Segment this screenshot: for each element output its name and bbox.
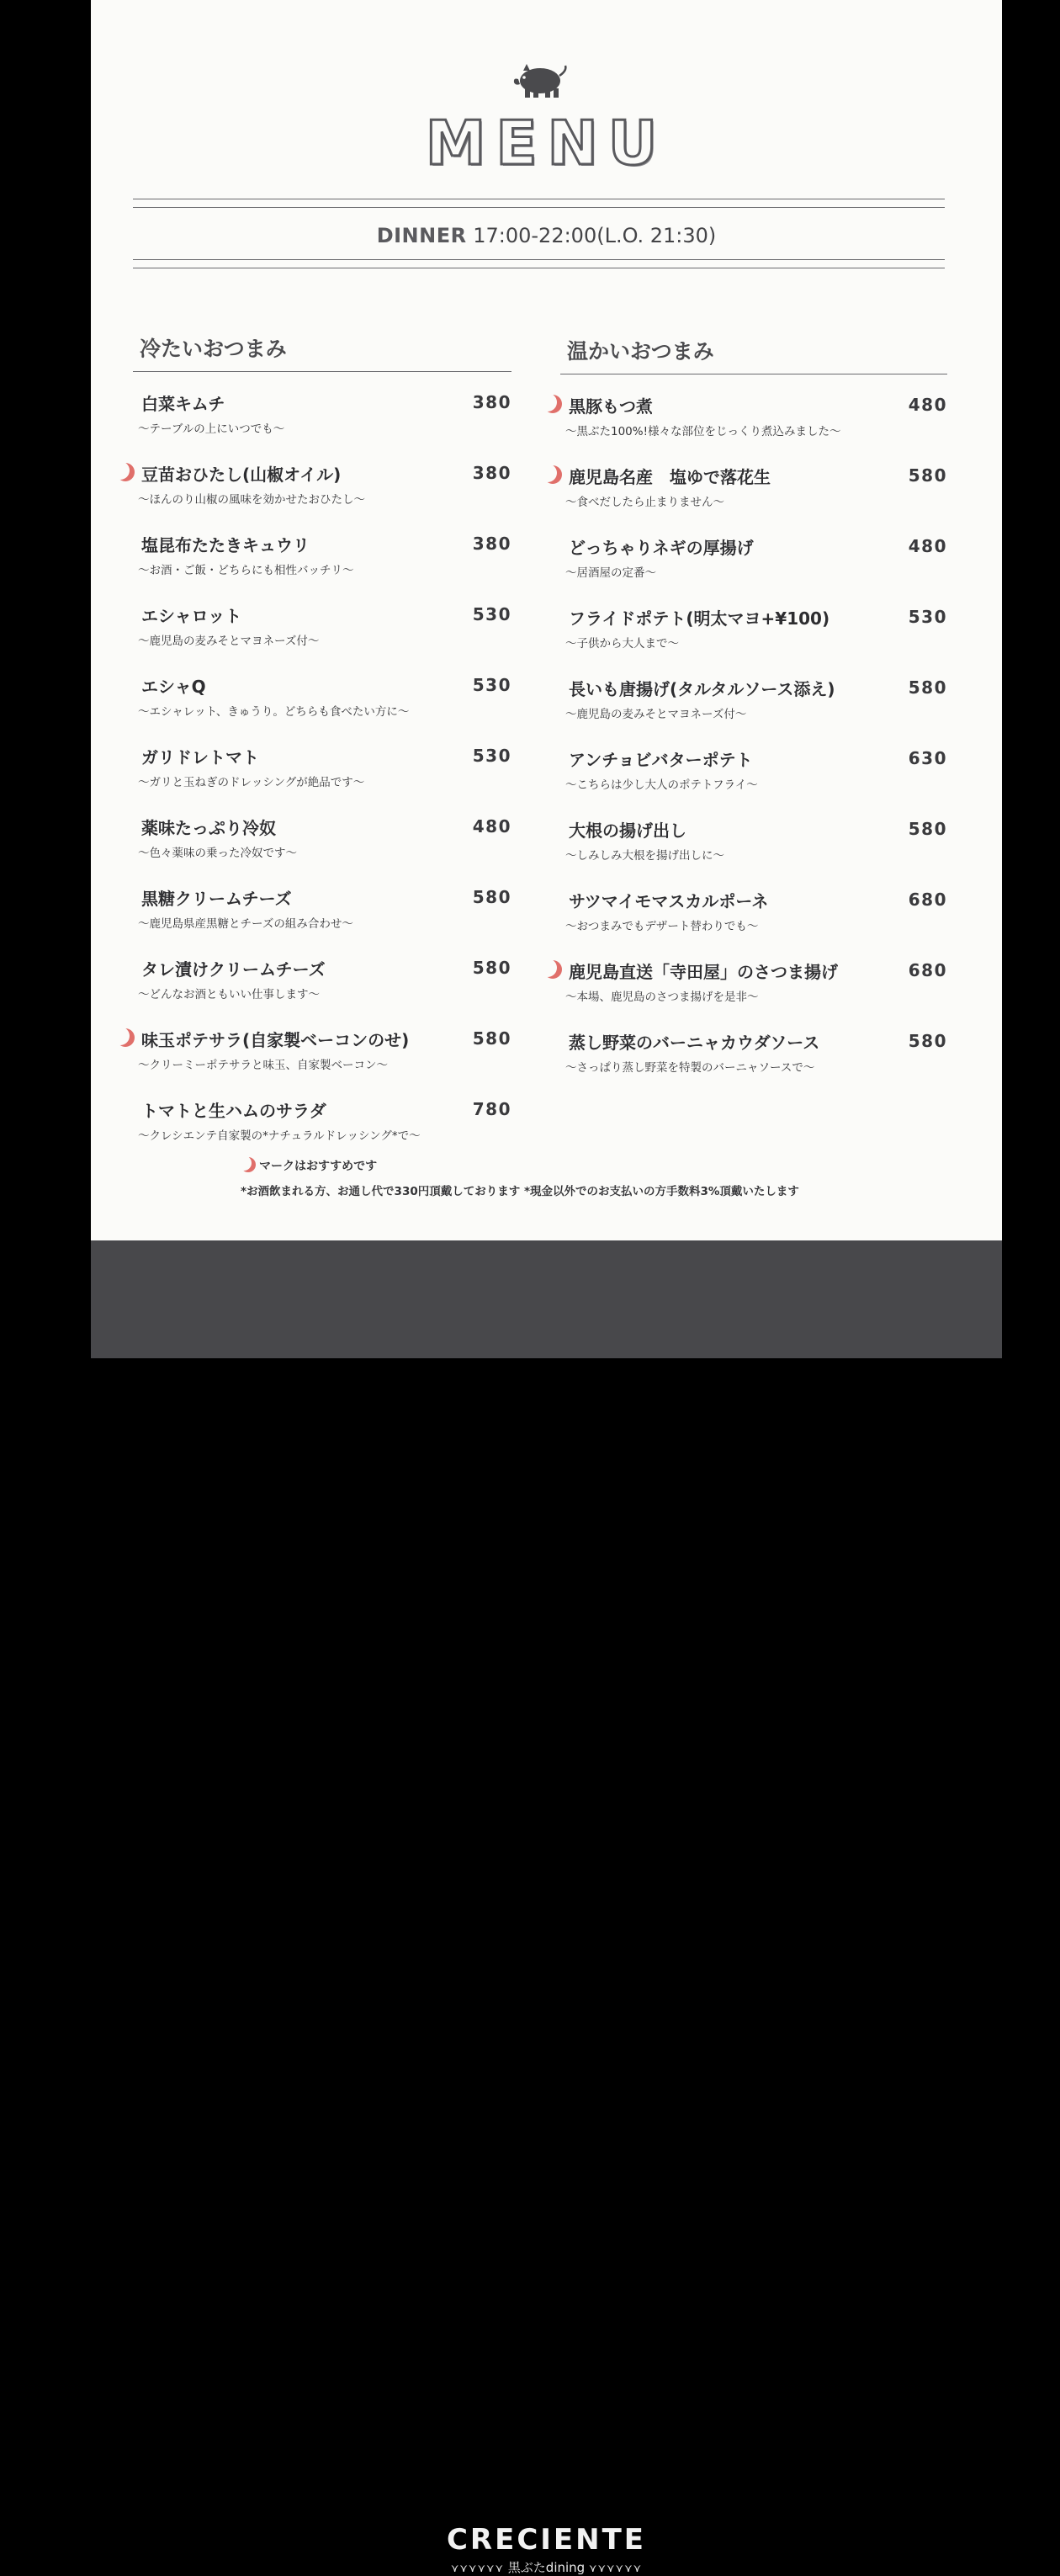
item-description: 〜黒ぶた100%!様々な部位をじっくり煮込みました〜 xyxy=(565,425,841,438)
crescent-moon-icon xyxy=(241,1157,256,1172)
menu-item xyxy=(133,885,511,956)
item-description: 〜本場、鹿児島のさつま揚げを是非〜 xyxy=(565,991,759,1004)
item-name: エシャロット xyxy=(141,606,242,626)
menu-item xyxy=(560,393,947,464)
item-name: ガリドレトマト xyxy=(141,747,259,767)
item-description: 〜テーブルの上にいつでも〜 xyxy=(138,422,285,436)
charge-note: *お酒飲まれる方、お通し代で330円頂戴しております *現金以外でのお支払いの方手数料3%頂戴いたします xyxy=(241,1185,799,1198)
item-description: 〜鹿児島の麦みそとマヨネーズ付〜 xyxy=(565,708,747,721)
item-price: 380 xyxy=(472,534,511,554)
section-heading: 温かいおつまみ xyxy=(560,335,947,374)
crescent-moon-icon xyxy=(543,395,562,413)
item-name: トマトと生ハムのサラダ xyxy=(141,1101,326,1121)
menu-item xyxy=(133,603,511,673)
section-heading: 冷たいおつまみ xyxy=(133,332,511,372)
menu-item xyxy=(560,605,947,676)
hours-line xyxy=(91,224,1002,247)
item-description: 〜こちらは少し大人のポテトフライ〜 xyxy=(565,778,758,792)
item-name: 味玉ポテサラ(自家製ベーコンのせ) xyxy=(141,1030,410,1050)
hours-label: DINNER xyxy=(376,224,467,247)
item-price: 480 xyxy=(908,395,947,415)
item-description: 〜おつまみでもデザート替わりでも〜 xyxy=(565,920,759,933)
item-description: 〜どんなお酒ともいい仕事します〜 xyxy=(138,988,320,1001)
brand-tagline: 黒ぶたdining xyxy=(507,2560,586,2575)
leaf-deco-right: ⋎⋎⋎⋎⋎⋎ xyxy=(588,2563,643,2575)
menu-item xyxy=(133,673,511,744)
item-price: 530 xyxy=(908,607,947,627)
menu-item xyxy=(560,817,947,888)
item-name: 蒸し野菜のバーニャカウダソース xyxy=(569,1033,820,1053)
item-description: 〜エシャレット、きゅうり。どちらも食べたい方に〜 xyxy=(138,705,410,719)
item-description: 〜子供から大人まで〜 xyxy=(565,637,679,651)
brand-subtitle xyxy=(91,2558,1002,2576)
item-price: 580 xyxy=(472,958,511,978)
item-name: 長いも唐揚げ(タルタルソース添え) xyxy=(569,679,835,699)
legend-text: マークはおすすめです xyxy=(259,1160,378,1173)
item-description: 〜さっぱり蒸し野菜を特製のバーニャソースで〜 xyxy=(565,1061,815,1075)
pig-icon xyxy=(511,61,572,101)
item-price: 580 xyxy=(472,887,511,907)
item-name: タレ漬けクリームチーズ xyxy=(141,959,326,980)
menu-item xyxy=(560,676,947,746)
page-title: MENU xyxy=(425,108,668,178)
item-price: 530 xyxy=(472,675,511,695)
item-description: 〜居酒屋の定番〜 xyxy=(565,566,656,580)
item-price: 630 xyxy=(908,748,947,768)
item-description: 〜クリーミーポテサラと味玉、自家製ベーコン〜 xyxy=(138,1059,388,1072)
item-price: 480 xyxy=(472,816,511,837)
item-name: 黒豚もつ煮 xyxy=(569,396,653,417)
crescent-moon-icon xyxy=(116,1028,135,1047)
item-list xyxy=(133,390,511,1168)
item-price: 680 xyxy=(908,890,947,910)
item-description: 〜鹿児島の麦みそとマヨネーズ付〜 xyxy=(138,635,320,648)
menu-item xyxy=(133,744,511,815)
item-description: 〜ほんのり山椒の風味を効かせたおひたし〜 xyxy=(138,493,365,507)
item-description: 〜色々薬味の乗った冷奴です〜 xyxy=(138,847,297,860)
item-price: 580 xyxy=(908,819,947,839)
menu-item xyxy=(133,1027,511,1097)
item-name: 塩昆布たたきキュウリ xyxy=(141,535,310,555)
item-name: 白菜キムチ xyxy=(141,394,225,414)
menu-item xyxy=(133,461,511,532)
item-name: 鹿児島名産 塩ゆで落花生 xyxy=(569,467,771,487)
menu-item xyxy=(560,464,947,534)
item-price: 580 xyxy=(472,1028,511,1049)
item-description: 〜クレシエンテ自家製の*ナチュラルドレッシング*で〜 xyxy=(138,1129,421,1143)
menu-item xyxy=(560,534,947,605)
item-name: 大根の揚げ出し xyxy=(569,821,686,841)
item-price: 580 xyxy=(908,465,947,486)
item-price: 780 xyxy=(472,1099,511,1119)
hot-appetizers-section xyxy=(560,335,947,1100)
hours-text: 17:00-22:00(L.O. 21:30) xyxy=(473,224,717,247)
item-price: 380 xyxy=(472,392,511,412)
item-price: 530 xyxy=(472,604,511,624)
crescent-moon-icon xyxy=(116,463,135,481)
item-name: 薬味たっぷり冷奴 xyxy=(141,818,276,838)
item-name: 鹿児島直送「寺田屋」のさつま揚げ xyxy=(569,962,838,982)
item-price: 580 xyxy=(908,677,947,698)
recommend-legend xyxy=(241,1157,377,1174)
crescent-moon-icon xyxy=(543,465,562,484)
cold-appetizers-section xyxy=(133,332,511,1168)
item-name: 黒糖クリームチーズ xyxy=(141,889,292,909)
item-name: エシャQ xyxy=(141,677,206,697)
menu-sheet xyxy=(91,0,1002,2575)
item-name: フライドポテト(明太マヨ+¥100) xyxy=(569,608,830,629)
divider xyxy=(133,259,945,260)
menu-item xyxy=(133,815,511,885)
menu-item xyxy=(560,1029,947,1100)
item-description: 〜食べだしたら止まりません〜 xyxy=(565,496,724,509)
menu-item xyxy=(560,888,947,959)
item-price: 530 xyxy=(472,746,511,766)
item-description: 〜しみしみ大根を揚げ出しに〜 xyxy=(565,849,724,863)
menu-item xyxy=(560,746,947,817)
crescent-moon-icon xyxy=(543,960,562,979)
divider xyxy=(133,207,945,208)
item-name: 豆苗おひたし(山椒オイル) xyxy=(141,465,342,485)
item-description: 〜お酒・ご飯・どちらにも相性バッチリ〜 xyxy=(138,564,354,577)
menu-item xyxy=(133,956,511,1027)
menu-item xyxy=(133,390,511,461)
item-name: サツマイモマスカルポーネ xyxy=(569,891,769,911)
menu-item xyxy=(133,532,511,603)
footer-band xyxy=(91,1240,1002,2575)
item-name: アンチョビバターポテト xyxy=(569,750,753,770)
item-price: 680 xyxy=(908,960,947,980)
item-price: 380 xyxy=(472,463,511,483)
menu-item xyxy=(560,959,947,1029)
item-price: 480 xyxy=(908,536,947,556)
item-list xyxy=(560,393,947,1100)
item-price: 580 xyxy=(908,1031,947,1051)
brand-logo: CRECIENTE xyxy=(446,2523,647,2557)
item-description: 〜ガリと玉ねぎのドレッシングが絶品です〜 xyxy=(138,776,365,789)
item-description: 〜鹿児島県産黒糖とチーズの組み合わせ〜 xyxy=(138,917,353,931)
item-name: どっちゃりネギの厚揚げ xyxy=(569,538,754,558)
leaf-deco-left: ⋎⋎⋎⋎⋎⋎ xyxy=(450,2563,505,2575)
